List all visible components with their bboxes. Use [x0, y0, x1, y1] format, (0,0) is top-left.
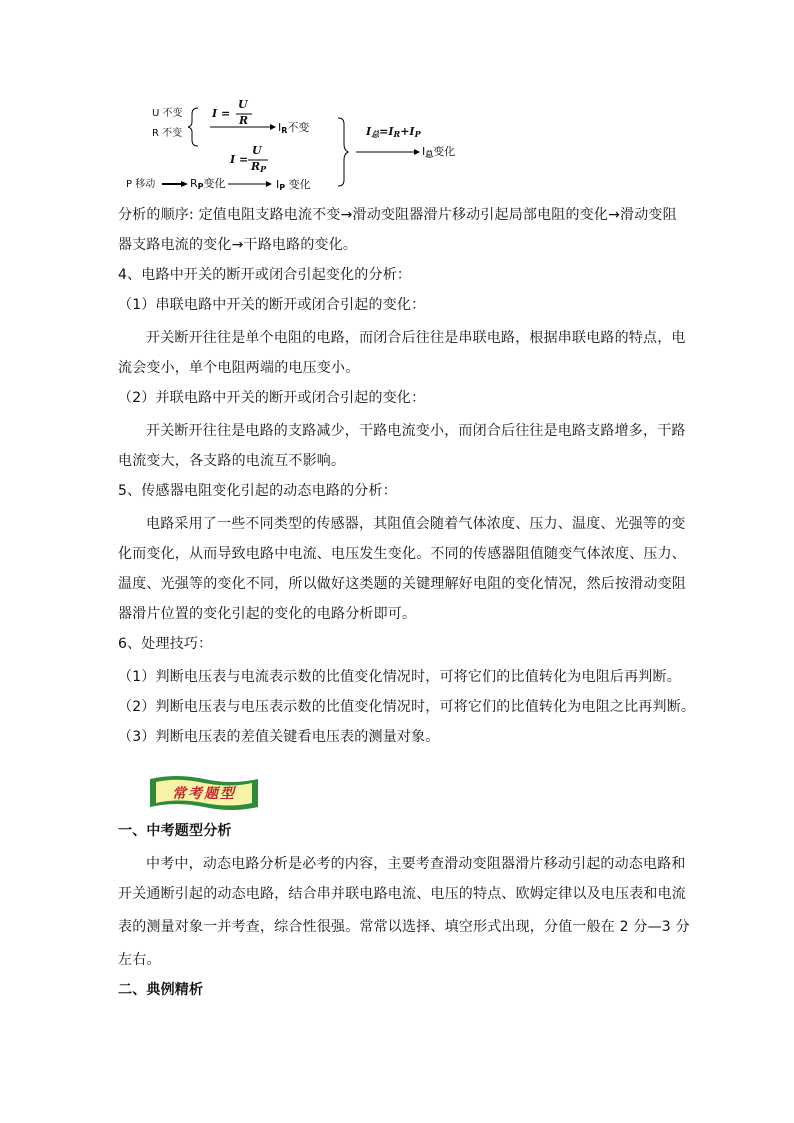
- section-heading: 二、典例精析: [118, 982, 204, 998]
- text-line: 左右。: [118, 952, 161, 968]
- p-moves-label: P 移动: [126, 179, 156, 190]
- text-line: 电流变大，各支路的电流互不影响。: [118, 453, 346, 469]
- text-line: 开关断开往往是电路的支路减少，干路电流变小，而闭合后往往是电路支路增多，干路: [146, 423, 686, 439]
- text-line: 开关断开往往是单个电阻的电路，而闭合后往往是串联电路，根据串联电路的特点，电: [146, 330, 686, 346]
- circuit-analysis-diagram: [118, 98, 478, 202]
- text-line: 中考中，动态电路分析是必考的内容，主要考查滑动变阻器滑片移动引起的动态电路和: [146, 856, 686, 872]
- banner-label: 常考题型: [172, 786, 236, 802]
- text-line: 分析的顺序: 定值电阻支路电流不变→滑动变阻器滑片移动引起局部电阻的变化→滑动变阻: [118, 207, 677, 223]
- text-line: （3）判断电压表的差值关键看电压表的测量对象。: [118, 729, 440, 745]
- text-line: 器支路电流的变化→干路电路的变化。: [118, 237, 358, 253]
- text-line: 表的测量对象一并考查，综合性很强。常常以选择、填空形式出现，分值一般在 2 分—3 分: [118, 919, 690, 935]
- rp-changes-label: RP变化: [190, 177, 226, 191]
- text-line: （1）串联电路中开关的断开或闭合引起的变化：: [118, 297, 426, 313]
- formula2-denominator: RP: [251, 160, 267, 174]
- u-unchanged-label: U 不变: [152, 108, 183, 119]
- r-unchanged-label: R 不变: [152, 128, 183, 139]
- formula1-denominator: R: [239, 114, 249, 127]
- text-line: 5、传感器电阻变化引起的动态电路的分析：: [118, 483, 397, 499]
- formula2-numerator: U: [252, 144, 262, 157]
- section-heading: 一、中考题型分析: [118, 823, 232, 839]
- text-line: 流会变小，单个电阻两端的电压变小。: [118, 360, 360, 376]
- text-line: 电路采用了一些不同类型的传感器，其阻值会随着气体浓度、压力、温度、光强等的变: [146, 516, 686, 532]
- common-question-types-banner: [148, 773, 260, 813]
- text-line: 6、处理技巧：: [118, 636, 213, 652]
- text-line: （1）判断电压表与电流表示数的比值变化情况时，可将它们的比值转化为电阻后再判断。: [118, 669, 681, 685]
- text-line: 器滑片位置的变化引起的变化的电路分析即可。: [118, 606, 417, 622]
- formula1-numerator: U: [238, 98, 248, 111]
- text-line: （2）判断电压表与电压表示数的比值变化情况时，可将它们的比值转化为电阻之比再判断。: [118, 699, 696, 715]
- text-line: （2）并联电路中开关的断开或闭合引起的变化：: [118, 390, 426, 406]
- text-line: 化而变化，从而导致电路中电流、电压发生变化。不同的传感器阻值随变气体浓度、压力、: [118, 546, 686, 562]
- total-current-equation: I总=IR+IP: [366, 125, 421, 139]
- total-current-changes-label: I总变化: [422, 145, 456, 159]
- formula2-lhs: I =: [230, 153, 249, 166]
- ir-unchanged-label: IR不变: [278, 121, 310, 135]
- text-line: 开关通断引起的动态电路，结合串并联电路电流、电压的特点、欧姆定律以及电压表和电流: [118, 886, 686, 902]
- ip-changes-label: IP 变化: [276, 178, 311, 192]
- text-line: 温度、光强等的变化不同，所以做好这类题的关键理解好电阻的变化情况，然后按滑动变阻: [118, 576, 686, 592]
- text-line: 4、电路中开关的断开或闭合引起变化的分析：: [118, 267, 412, 283]
- formula1-lhs: I =: [212, 107, 231, 120]
